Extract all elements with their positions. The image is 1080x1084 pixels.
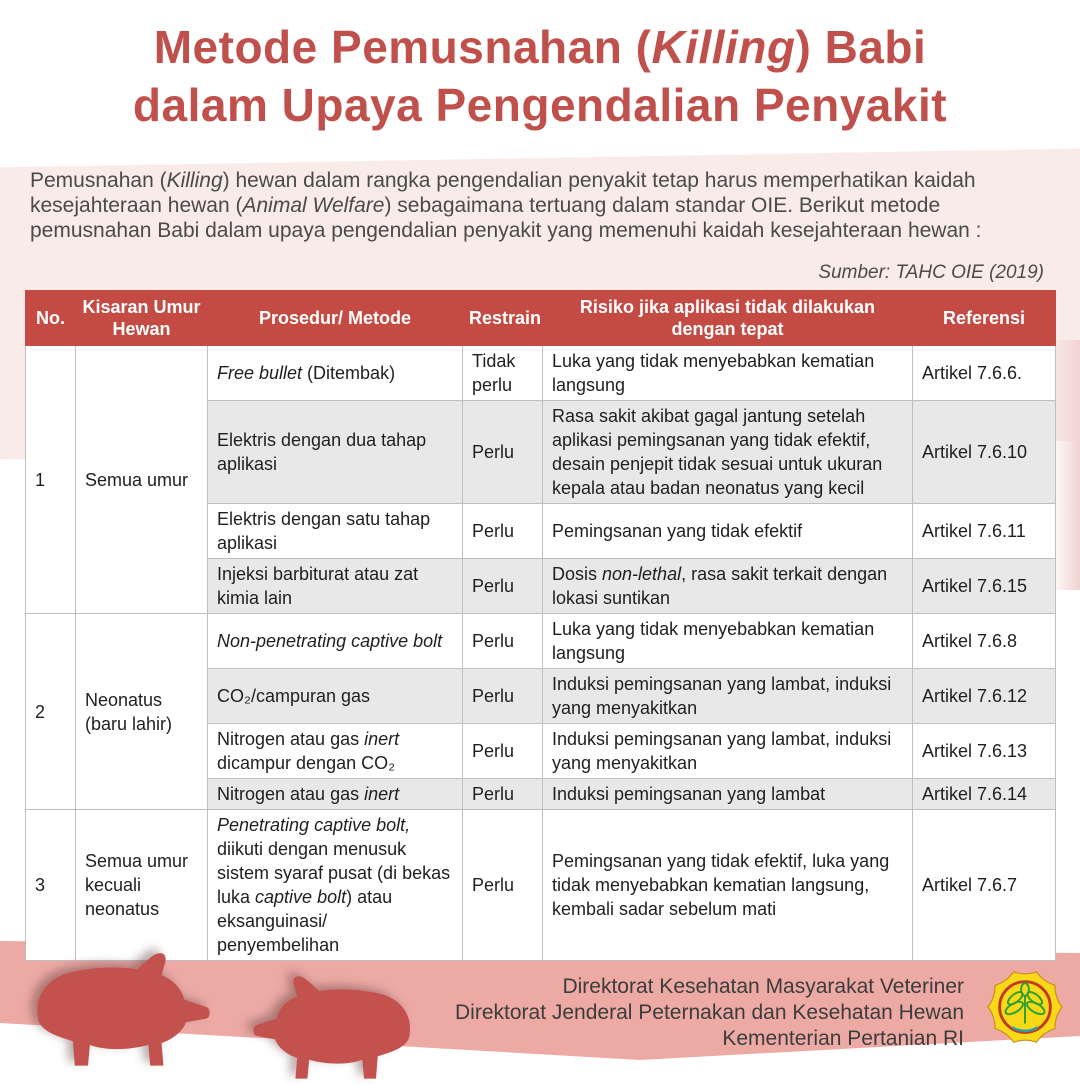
pig-silhouette-icon [22, 948, 220, 1072]
cell-risk: Pemingsanan yang tidak efektif [543, 504, 913, 559]
cell-no: 1 [26, 346, 76, 614]
cell-risk: Pemingsanan yang tidak efektif, luka yang tidak menyebabkan kematian langsung, kembali sadar sebelum mati [543, 810, 913, 961]
methods-table-wrap [25, 290, 1055, 961]
cell-no: 2 [26, 614, 76, 810]
cell-restrain: Perlu [463, 504, 543, 559]
cell-procedure: Non-penetrating captive bolt [208, 614, 463, 669]
cell-procedure: Injeksi barbiturat atau zat kimia lain [208, 559, 463, 614]
cell-restrain: Perlu [463, 401, 543, 504]
cell-reference: Artikel 7.6.13 [913, 724, 1056, 779]
cell-no: 3 [26, 810, 76, 961]
cell-procedure: Elektris dengan satu tahap aplikasi [208, 504, 463, 559]
cell-restrain: Perlu [463, 614, 543, 669]
cell-restrain: Tidak perlu [463, 346, 543, 401]
cell-age-range: Semua umur [76, 346, 208, 614]
table-row [26, 810, 1056, 961]
page-title-line-1: Metode Pemusnahan (Killing) Babi [153, 21, 927, 73]
page-title-line-2: dalam Upaya Pengendalian Penyakit [132, 79, 948, 131]
page-title [0, 18, 1080, 134]
col-header-2: Prosedur/ Metode [208, 291, 463, 346]
cell-restrain: Perlu [463, 669, 543, 724]
col-header-5: Referensi [913, 291, 1056, 346]
footer-line: Kementerian Pertanian RI [722, 1027, 964, 1050]
source-note: Sumber: TAHC OIE (2019) [818, 262, 1044, 283]
cell-reference: Artikel 7.6.12 [913, 669, 1056, 724]
cell-age-range: Neonatus (baru lahir) [76, 614, 208, 810]
cell-risk: Luka yang tidak menyebabkan kematian langsung [543, 346, 913, 401]
cell-reference: Artikel 7.6.11 [913, 504, 1056, 559]
intro-paragraph: Pemusnahan (Killing) hewan dalam rangka pengendalian penyakit tetap harus memperhatikan kaidah kesejahteraan hewan (Animal Welfare) sebagaimana tertuang dalam standar OIE. Berikut metode pemusnahan Babi dalam upaya pengendalian penyakit yang memenuhi kaidah kesejahteraan hewan : [30, 169, 982, 242]
col-header-1: Kisaran Umur Hewan [76, 291, 208, 346]
cell-procedure: Nitrogen atau gas inert dicampur dengan CO₂ [208, 724, 463, 779]
cell-reference: Artikel 7.6.6. [913, 346, 1056, 401]
cell-risk: Induksi pemingsanan yang lambat, induksi yang menyakitkan [543, 669, 913, 724]
cell-restrain: Perlu [463, 779, 543, 810]
methods-table [25, 290, 1056, 961]
cell-procedure: Penetrating captive bolt, diikuti dengan menusuk sistem syaraf pusat (di bekas luka captive bolt) atau eksanguinasi/ penyembelihan [208, 810, 463, 961]
cell-procedure: Nitrogen atau gas inert [208, 779, 463, 810]
cell-restrain: Perlu [463, 724, 543, 779]
col-header-0: No. [26, 291, 76, 346]
col-header-3: Restrain [463, 291, 543, 346]
cell-reference: Artikel 7.6.14 [913, 779, 1056, 810]
cell-procedure: CO₂/campuran gas [208, 669, 463, 724]
cell-age-range: Semua umur kecuali neonatus [76, 810, 208, 961]
cell-risk: Luka yang tidak menyebabkan kematian langsung [543, 614, 913, 669]
cell-risk: Rasa sakit akibat gagal jantung setelah aplikasi pemingsanan yang tidak efektif, desain penjepit tidak sesuai untuk ukuran kepala atau badan neonatus yang kecil [543, 401, 913, 504]
cell-reference: Artikel 7.6.15 [913, 559, 1056, 614]
pig-silhouette-icon [244, 972, 424, 1084]
cell-reference: Artikel 7.6.8 [913, 614, 1056, 669]
cell-reference: Artikel 7.6.7 [913, 810, 1056, 961]
kementan-logo [986, 968, 1064, 1046]
cell-risk: Dosis non-lethal, rasa sakit terkait dengan lokasi suntikan [543, 559, 913, 614]
footer-line: Direktorat Jenderal Peternakan dan Kesehatan Hewan [455, 1001, 964, 1024]
table-body [26, 346, 1056, 961]
col-header-4: Risiko jika aplikasi tidak dilakukan dengan tepat [543, 291, 913, 346]
cell-risk: Induksi pemingsanan yang lambat, induksi yang menyakitkan [543, 724, 913, 779]
cell-reference: Artikel 7.6.10 [913, 401, 1056, 504]
cell-procedure: Free bullet (Ditembak) [208, 346, 463, 401]
table-row [26, 614, 1056, 669]
cell-risk: Induksi pemingsanan yang lambat [543, 779, 913, 810]
cell-restrain: Perlu [463, 559, 543, 614]
table-row [26, 346, 1056, 401]
cell-procedure: Elektris dengan dua tahap aplikasi [208, 401, 463, 504]
footer-credits [455, 974, 964, 1052]
footer-line: Direktorat Kesehatan Masyarakat Veteriner [562, 975, 964, 998]
cell-restrain: Perlu [463, 810, 543, 961]
table-header-row [26, 291, 1056, 346]
